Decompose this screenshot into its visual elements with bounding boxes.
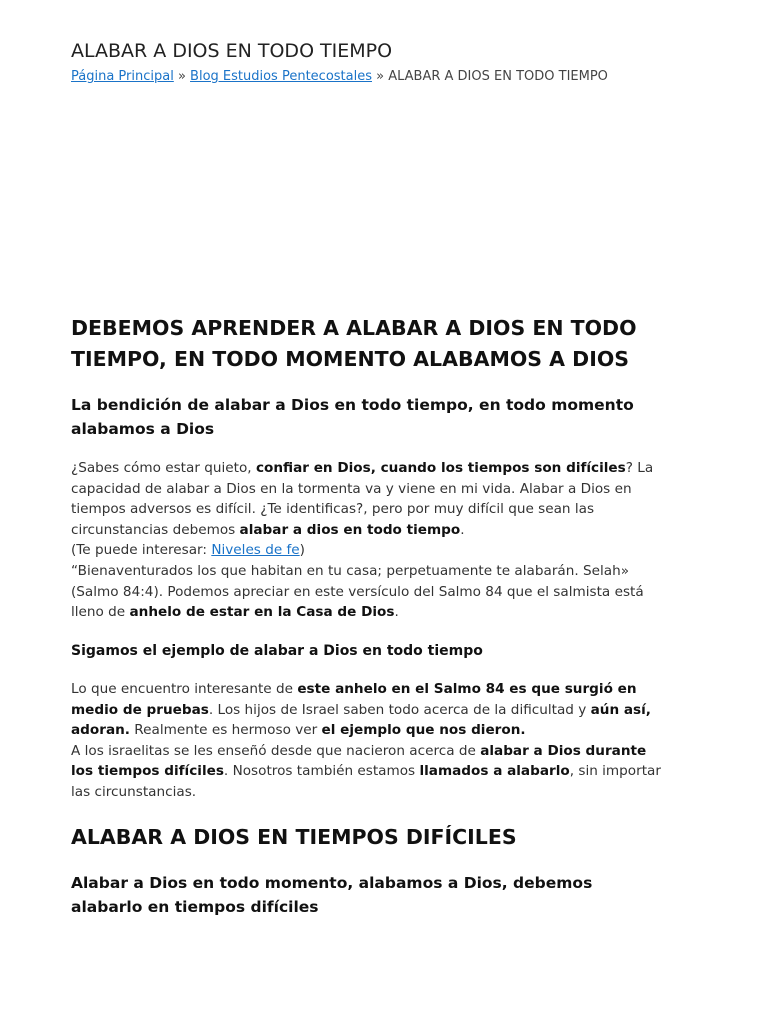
text: . <box>460 521 465 538</box>
bold-text: el ejemplo que nos dieron. <box>321 722 526 739</box>
breadcrumb-current: ALABAR A DIOS EN TODO TIEMPO <box>388 69 608 84</box>
article-subheading: La bendición de alabar a Dios en todo tiempo, en todo momento alabamos a Dios <box>71 396 634 438</box>
bold-text: anhelo de estar en la Casa de Dios <box>129 604 395 621</box>
bold-text: alabar a Dios durante los tiempos difíciles <box>71 742 647 780</box>
breadcrumb-separator: » <box>372 69 389 84</box>
bold-text: aún así, adoran. <box>71 701 651 739</box>
bold-text: llamados a alabarlo <box>419 763 570 780</box>
text: ¿Sabes cómo estar quieto, <box>71 460 256 476</box>
text: (Te puede interesar: <box>71 542 212 559</box>
ad-space <box>71 95 661 295</box>
text: Realmente es hermoso ver <box>129 722 322 739</box>
article-paragraph <box>71 458 661 623</box>
bold-text: este anhelo en el Salmo 84 es que surgió en medio de pruebas <box>71 681 637 718</box>
text: . <box>394 604 399 621</box>
text: A los israelitas se les enseñó desde que nacieron acerca de <box>71 742 481 759</box>
bold-text: alabar a dios en todo tiempo <box>239 521 461 538</box>
breadcrumb-separator: » <box>173 69 191 84</box>
text: “Bienaventurados los que habitan en tu casa; perpetuamente te alabarán. Selah» (Salmo 84:4). Podemos apreciar en este versículo del Salmo 84 que el salmista está lleno de <box>71 562 644 621</box>
text: . Los hijos de Israel saben todo acerca de la dificultad y <box>208 701 591 718</box>
text: , sin importar las circunstancias. <box>71 763 661 800</box>
text: ) <box>299 542 305 559</box>
text: Lo que encuentro interesante de <box>71 681 298 697</box>
niveles-de-fe-link[interactable]: Niveles de fe <box>211 542 300 559</box>
breadcrumb-blog-link[interactable]: Blog Estudios Pentecostales <box>190 69 372 84</box>
bold-text: confiar en Dios, cuando los tiempos son difíciles <box>255 460 626 476</box>
site-title: ALABAR A DIOS EN TODO TIEMPO <box>71 40 393 62</box>
article-paragraph <box>71 679 661 803</box>
breadcrumb <box>71 69 608 84</box>
article-subheading: Sigamos el ejemplo de alabar a Dios en todo tiempo <box>71 643 483 659</box>
section-heading: ALABAR A DIOS EN TIEMPOS DIFÍCILES <box>71 825 517 849</box>
text: . Nosotros también estamos <box>223 763 420 780</box>
breadcrumb-home-link[interactable]: Página Principal <box>71 69 174 84</box>
article-main-heading: DEBEMOS APRENDER A ALABAR A DIOS EN TODO TIEMPO, EN TODO MOMENTO ALABAMOS A DIOS <box>71 316 637 371</box>
text: ? La capacidad de alabar a Dios en la tormenta va y viene en mi vida. Alabar a Dios en tiempos adversos es difícil. ¿Te identificas?, pero por muy difícil que sean las circunstancias debemos <box>71 460 654 538</box>
article-subheading: Alabar a Dios en todo momento, alabamos a Dios, debemos alabarlo en tiempos difíciles <box>71 874 593 916</box>
